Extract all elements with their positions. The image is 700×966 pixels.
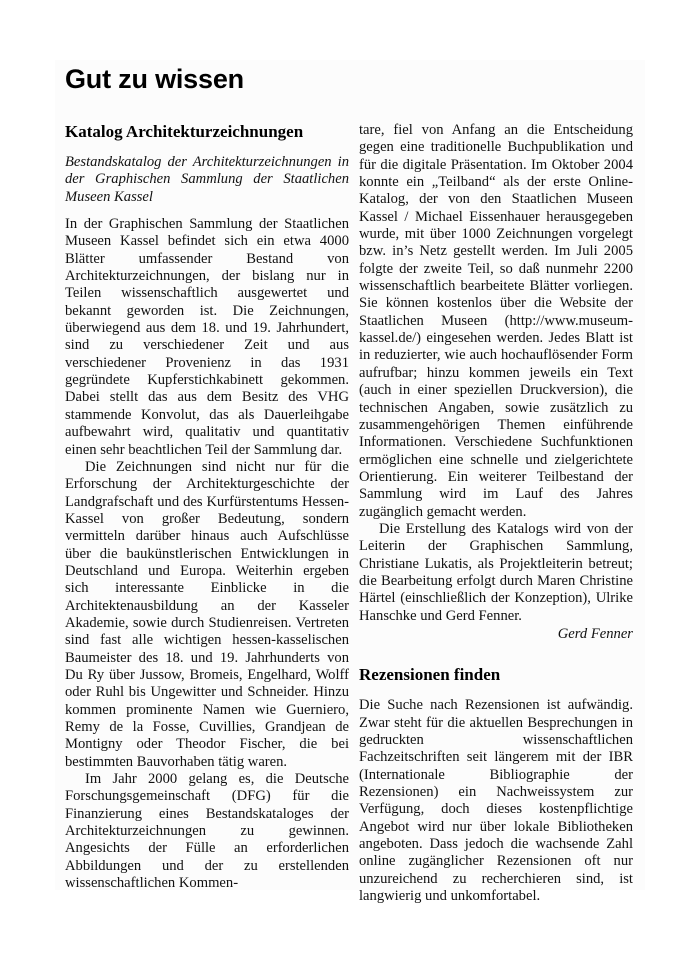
article-paragraph: In der Graphischen Sammlung der Staatlichen Museen Kassel befindet sich ein etwa 4000 Blätter umfassender Bestand von Architekturzeichnungen, der bislang nur in Teilen wissenschaftlich ausgewertet und bekannt geworden ist. Die Zeichnungen, überwiegend aus dem 18. und 19. Jahrhundert, sind zu verschiedener Zeit und aus verschiedener Provenienz in das 1931 gegründete Kupferstichkabinett gekommen. Dabei stellt das aus dem Besitz des VHG stammende Konvolut, das als Dauerleihgabe aufbewahrt wird, qualitativ und quantitativ einen sehr beachtlichen Teil der Sammlung dar. [65,216,349,458]
article-paragraph: Die Erstellung des Katalogs wird von der Leiterin der Graphischen Sammlung, Christiane Lukatis, als Projektleiterin betreut; die Bearbeitung erfolgt durch Maren Christine Härtel (einschließlich der Konzeption), Ulrike Hanschke und Gerd Fenner. [359,520,633,624]
article-subtitle: Bestandskatalog der Architekturzeichnungen in der Graphischen Sammlung der Staatlichen Museen Kassel [65,154,349,205]
article-heading-katalog: Katalog Architekturzeichnungen [65,122,304,141]
left-column [65,122,349,892]
article-paragraph: Die Zeichnungen sind nicht nur für die Erforschung der Architekturgeschichte der Landgrafschaft und des Kurfürstentums Hessen-Kassel von großer Bedeutung, sondern vermitteln darüber hinaus auch Aufschlüsse über die baukünstlerischen Entwicklungen in Deutschland und Europa. Weiterhin ergeben sich interessante Einblicke in die Architektenausbildung an der Kasseler Akademie, sowie durch Studienreisen. Vertreten sind fast alle wichtigen hessen-kasselischen Baumeister des 18. und 19. Jahrhunderts von Du Ry über Jussow, Bromeis, Engelhard, Wolff oder Ruhl bis Ungewitter und Schneider. Hinzu kommen prominente Namen wie Guerniero, Remy de la Fosse, Cuvillies, Grandjean de Montigny oder Theodor Fischer, die bei bestimmten Bauvorhaben tätig waren. [65,458,349,770]
article-paragraph: Im Jahr 2000 gelang es, die Deutsche Forschungsgemeinschaft (DFG) für die Finanzierung eines Bestandskataloges der Architekturzeichnungen zu gewinnen. Angesichts der Fülle an erforderlichen Abbildungen und der zu erstellenden wissenschaftlichen Kommen- [65,771,349,892]
right-column [359,122,633,905]
article-paragraph: Die Suche nach Rezensionen ist aufwändig. Zwar steht für die aktuellen Besprechungen in gedruckten wissenschaftlichen Fachzeitschriften seit längerem mit der IBR (Internationale Bibliographie der Rezensionen) ein Nachweissystem zur Verfügung, doch dieses kostenpflichtige Angebot wird nur über lokale Bibliotheken angeboten. Dass jedoch die wachsende Zahl online zugänglicher Rezensionen oft nur unzureichend zu recherchieren sind, ist langwierig und unkomfortabel. [359,697,633,905]
page-title: Gut zu wissen [65,64,244,94]
author-signature: Gerd Fenner [557,625,633,642]
article-paragraph: tare, fiel von Anfang an die Entscheidung gegen eine traditionelle Buchpublikation und für die digitale Präsentation. Im Oktober 2004 konnte ein „Teilband“ als der erste Online-Katalog, der von den Staatlichen Museen Kassel / Michael Eissenhauer herausgegeben wurde, mit über 1000 Zeichnungen vorgelegt bzw. in’s Netz gestellt werden. Im Juli 2005 folgte der zweite Teil, so daß nunmehr 2200 wissenschaftlich bearbeitete Blätter vorliegen. Sie können kostenlos über die Website der Staatlichen Museen (http://www.museum-kassel.de/) eingesehen werden. Jedes Blatt ist in reduzierter, wie auch hochauflösender Form aufrufbar; hinzu kommen jeweils ein Text (auch in einer speziellen Druckversion), die technischen Angaben, sowie zusätzlich zu zusammengehörigen Themen einführende Informationen. Verschiedene Suchfunktionen ermöglichen eine schnelle und zielgerichtete Orientierung. Ein weiterer Teilbestand der Sammlung wird im Lauf des Jahres zugänglich gemacht werden. [359,122,633,520]
article-heading-rezensionen: Rezensionen finden [359,665,501,685]
